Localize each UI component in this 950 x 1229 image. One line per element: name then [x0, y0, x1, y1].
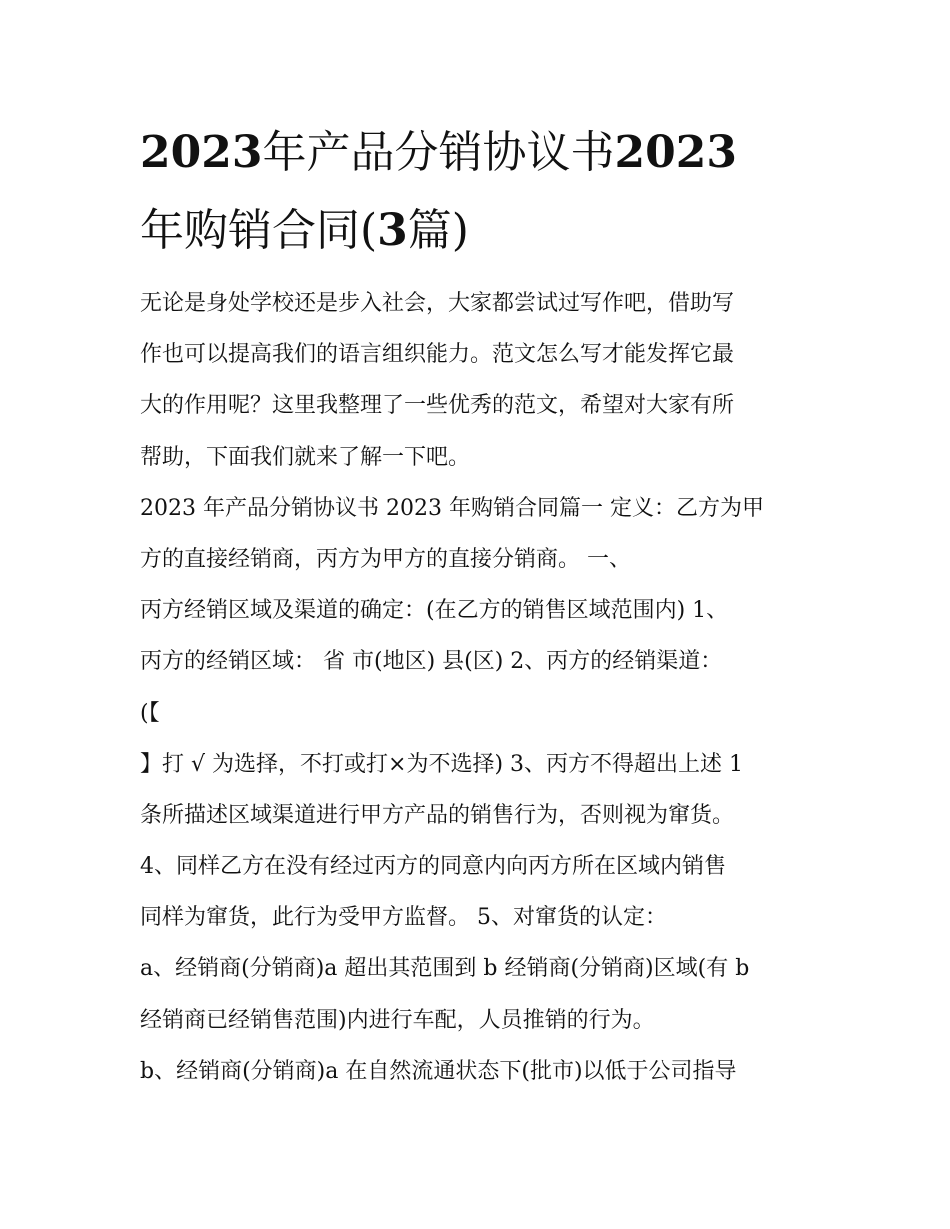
body-line: 经销商已经销售范围)内进行车配，人员推销的行为。 [140, 1007, 655, 1033]
title-count: 3 [377, 205, 408, 256]
title-year-2: 2023 [614, 127, 737, 178]
title-text-3: 篇) [407, 205, 469, 256]
body-line: b、经销商(分销商)a 在自然流通状态下(批市)以低于公司指导 [140, 1058, 737, 1084]
body-line: a、经销商(分销商)a 超出其范围到 b 经销商(分销商)区域(有 b [140, 956, 750, 982]
body-line: 2023 年产品分销协议书 2023 年购销合同篇一 定义：乙方为甲 [140, 495, 764, 521]
body-line: 帮助，下面我们就来了解一下吧。 [140, 444, 471, 470]
body-line: 大的作用呢？这里我整理了一些优秀的范文，希望对大家有所 [140, 393, 735, 419]
title-year-1: 2023 [140, 127, 263, 178]
body-line: 无论是身处学校还是步入社会，大家都尝试过写作吧，借助写 [140, 291, 735, 316]
body-line: 丙方经销区域及渠道的确定：(在乙方的销售区域范围内) 1、 [140, 598, 729, 624]
body-line: (【 [140, 700, 160, 726]
title-text-2: 年购销合同( [140, 205, 378, 256]
title-text-1: 年产品分销协议书 [262, 127, 615, 178]
body-line: 同样为窜货，此行为受甲方监督。 5、对窜货的认定： [140, 905, 667, 931]
body-line: 作也可以提高我们的语言组织能力。范文怎么写才能发挥它最 [140, 342, 735, 368]
body-line: 4、同样乙方在没有经过丙方的同意内向丙方所在区域内销售 [140, 854, 726, 880]
document-body [140, 278, 812, 1097]
body-line: 方的直接经销商，丙方为甲方的直接分销商。 一、 [140, 546, 631, 572]
body-line: 】打 √ 为选择，不打或打×为不选择) 3、丙方不得超出上述 1 [140, 751, 744, 777]
document-title [140, 114, 820, 270]
body-line: 丙方的经销区域： 省 市(地区) 县(区) 2、丙方的经销渠道： [140, 649, 723, 675]
body-line: 条所描述区域渠道进行甲方产品的销售行为，否则视为窜货。 [140, 802, 735, 828]
